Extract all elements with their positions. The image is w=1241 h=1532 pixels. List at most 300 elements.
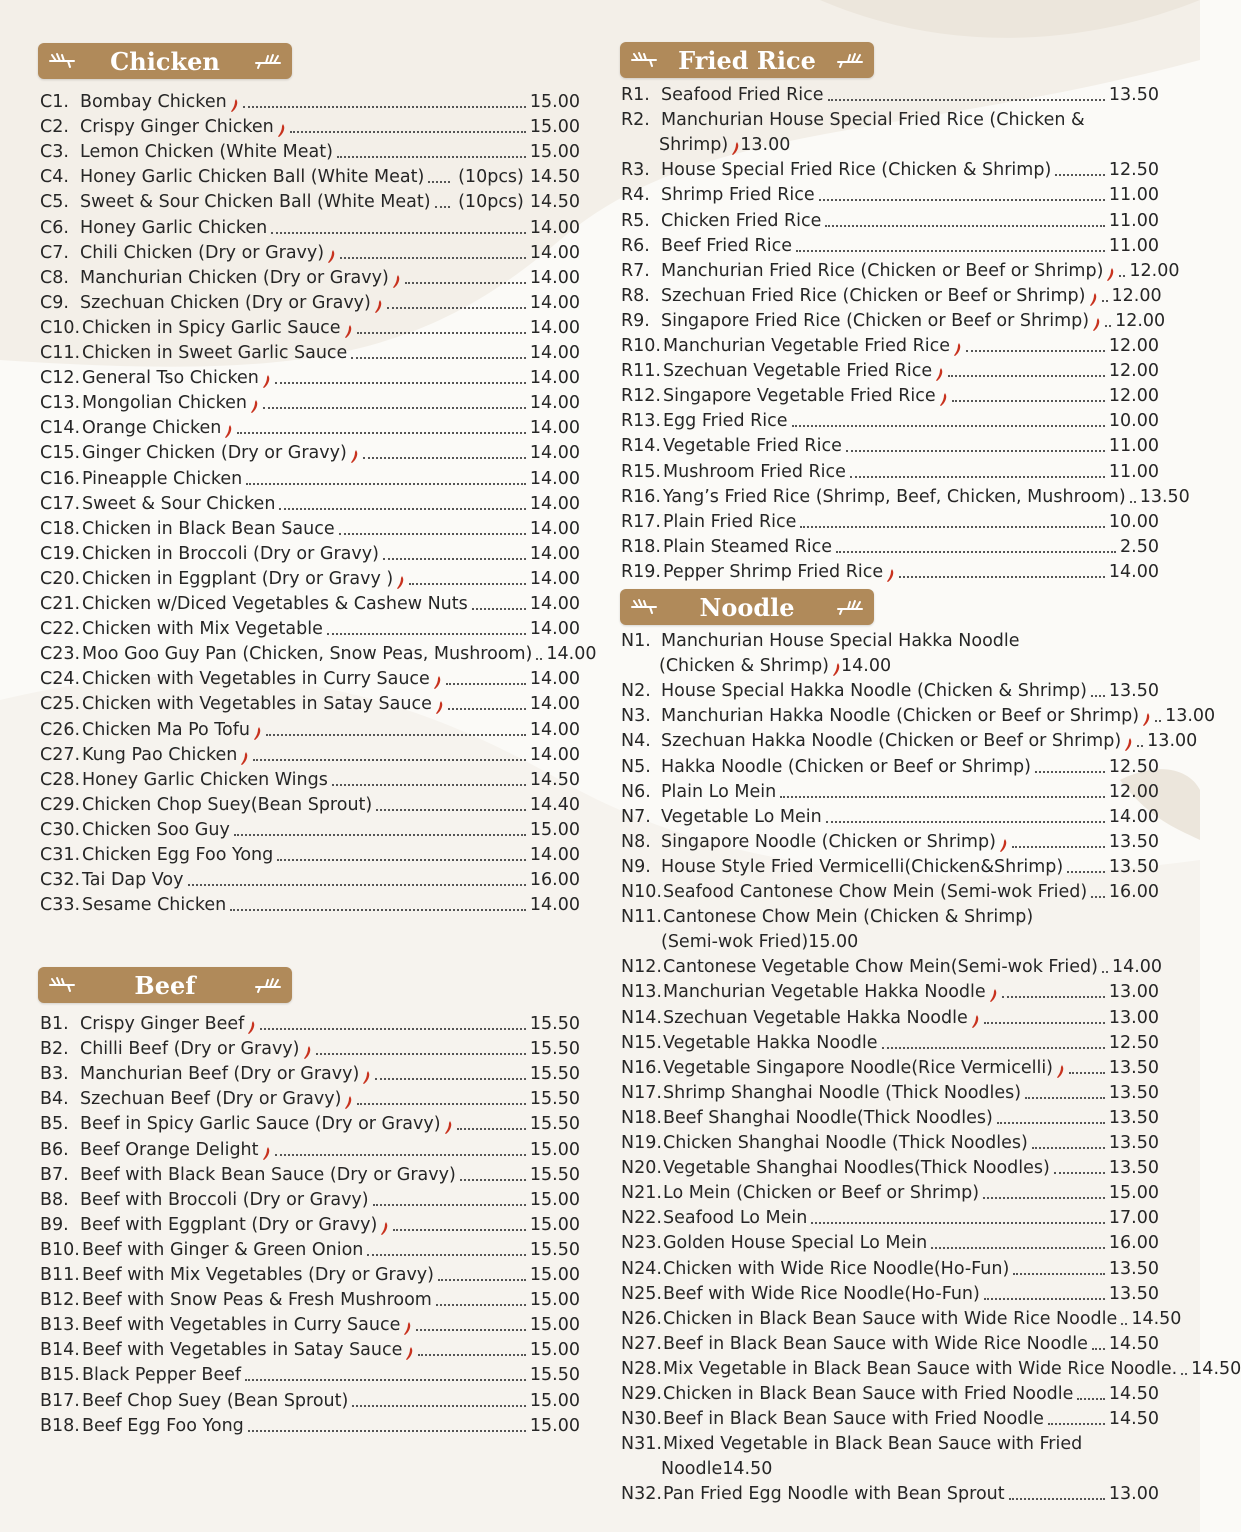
menu-item: [621, 1204, 1159, 1229]
menu-item-name: Beef Egg Foo Yong: [82, 1415, 244, 1436]
dot-leader: [1032, 1147, 1105, 1149]
dot-leader: [357, 332, 526, 334]
menu-item-code: R4.: [621, 185, 650, 206]
menu-item-code: R16.: [621, 486, 661, 507]
menu-item-price: 13.50: [1108, 1082, 1159, 1103]
dot-leader: [340, 257, 526, 259]
chili-pepper-icon: [344, 1095, 353, 1110]
menu-item: [621, 382, 1159, 407]
menu-item-name: Vegetable Singapore Noodle(Rice Vermicelli): [663, 1057, 1054, 1078]
dot-leader: [275, 382, 526, 384]
menu-item-code: R12.: [621, 386, 661, 407]
menu-item-name: Vegetable Hakka Noodle: [663, 1032, 878, 1053]
menu-item-name: Szechuan Fried Rice (Chicken or Beef or Shrimp): [661, 285, 1086, 306]
menu-item-code: N4.: [621, 731, 651, 752]
menu-item-price: 14.00: [529, 343, 580, 363]
menu-item: [621, 432, 1159, 457]
menu-item-name: Sesame Chicken: [82, 895, 227, 916]
menu-item: [621, 1004, 1159, 1029]
menu-item-price: 14.00: [529, 619, 580, 640]
dot-leader: [846, 450, 1105, 452]
menu-item-price: 15.00: [529, 117, 580, 138]
menu-item-name: Chicken Fried Rice: [661, 210, 822, 231]
dot-leader: [375, 1078, 526, 1080]
dot-leader: [1077, 1398, 1104, 1400]
menu-item-price: 12.00: [1108, 781, 1159, 802]
menu-item-name: Seafood Lo Mein: [663, 1208, 808, 1229]
chili-pepper-icon: [1142, 712, 1151, 727]
dot-leader: [800, 526, 1105, 528]
menu-item: [621, 533, 1159, 558]
dot-leader: [327, 633, 526, 635]
dot-leader: [1092, 1348, 1105, 1350]
menu-item-price: 14.00: [529, 292, 580, 313]
menu-item-price: 2.50: [1120, 536, 1159, 557]
menu-item-price: 13.00: [1108, 1007, 1159, 1028]
menu-item-name: Chicken Egg Foo Yong: [82, 845, 274, 865]
menu-item-price: 12.50: [1108, 1032, 1159, 1053]
menu-item-price: 15.00: [529, 142, 580, 163]
menu-item-code: N31.: [621, 1434, 662, 1455]
menu-item-name: Beef with Black Bean Sauce (Dry or Gravy): [80, 1164, 456, 1185]
menu-item-code: C23.: [40, 644, 81, 665]
sprig-right-icon: [252, 975, 282, 995]
menu-item-name: Moo Goo Guy Pan (Chicken, Snow Peas, Mushroom): [82, 644, 533, 665]
dot-leader: [188, 884, 526, 886]
sprig-left-icon: [630, 597, 660, 617]
menu-item-name: Chicken Chop Suey(Bean Sprout): [82, 794, 373, 815]
menu-item-name: Beef in Spicy Garlic Sauce (Dry or Gravy): [80, 1114, 441, 1135]
menu-item: [621, 1255, 1159, 1280]
menu-item-code: N3.: [621, 706, 651, 727]
dot-leader: [383, 558, 526, 560]
menu-item-name: Mix Vegetable in Black Bean Sauce with Wide Rice Noodle.: [663, 1358, 1178, 1379]
dot-leader: [1009, 1498, 1105, 1500]
menu-item: [621, 853, 1159, 878]
menu-item-code: N13.: [621, 982, 662, 1003]
menu-item-price: 14.00: [1108, 806, 1159, 827]
menu-item-name: Cantonese Vegetable Chow Mein(Semi-wok Fried): [663, 957, 1098, 978]
menu-item-code: N27.: [621, 1333, 662, 1354]
sprig-right-icon: [252, 51, 282, 71]
menu-item: [621, 1079, 1159, 1104]
menu-item-code: C28.: [40, 769, 81, 790]
menu-item-code: C4.: [40, 167, 69, 188]
menu-item-price: 13.50: [1108, 1258, 1159, 1279]
menu-item-name: Beef with Eggplant (Dry or Gravy): [80, 1214, 378, 1235]
menu-item-price: 15.00: [529, 1415, 580, 1436]
menu-item: [621, 753, 1159, 778]
menu-item-name: Golden House Special Lo Mein: [663, 1233, 928, 1254]
section-title-noodle: Noodle: [699, 592, 795, 622]
menu-item-name: Beef with Snow Peas & Fresh Mushroom: [82, 1290, 432, 1311]
menu-item: [40, 565, 580, 590]
menu-item: [40, 163, 580, 188]
menu-item-price: 14.00: [529, 518, 580, 539]
menu-item-name: Mushroom Fried Rice: [663, 461, 846, 482]
dot-leader: [448, 708, 526, 710]
menu-item-price: 15.00: [529, 819, 580, 840]
menu-item-code: C29.: [40, 794, 81, 815]
menu-item: [40, 113, 580, 138]
chili-pepper-icon: [374, 299, 383, 314]
menu-item: [40, 841, 580, 866]
menu-item: [40, 264, 580, 289]
menu-item-code: R2.: [621, 110, 650, 131]
menu-item: [40, 540, 580, 565]
menu-item: [40, 1010, 580, 1035]
menu-item: [621, 1380, 1159, 1405]
dot-leader: [850, 476, 1105, 478]
menu-item-name: Bombay Chicken: [80, 92, 227, 112]
menu-item-price: 12.00: [1108, 386, 1159, 407]
menu-item-name: Noodle: [661, 1459, 723, 1480]
menu-item-quantity: (10pcs): [458, 167, 524, 188]
menu-item-price: 15.50: [529, 1089, 580, 1110]
menu-item: [40, 1110, 580, 1135]
menu-item: [40, 1387, 580, 1412]
menu-item-price: 10.00: [1108, 511, 1159, 532]
menu-item-code: C11.: [40, 343, 81, 363]
menu-item-name: Beef Shanghai Noodle(Thick Noodles): [663, 1107, 993, 1128]
menu-item-code: R10.: [621, 336, 661, 356]
menu-item-price: 12.00: [1115, 310, 1166, 331]
dot-leader: [405, 282, 526, 284]
menu-item-price: 13.50: [1108, 1158, 1159, 1179]
menu-item: [621, 828, 1159, 853]
menu-item-code: B7.: [40, 1164, 69, 1185]
menu-item-name: Beef Orange Delight: [80, 1139, 259, 1160]
menu-item-code: R9.: [621, 310, 650, 331]
dot-leader: [1091, 695, 1105, 697]
menu-item-code: C19.: [40, 543, 81, 564]
menu-item-name: Singapore Vegetable Fried Rice: [663, 386, 936, 407]
menu-item-name: Vegetable Fried Rice: [663, 436, 842, 457]
chili-pepper-icon: [832, 662, 841, 677]
chili-pepper-icon: [247, 1020, 256, 1035]
menu-item-price: 14.00: [529, 368, 580, 389]
menu-item: [40, 188, 580, 213]
menu-item-name: Pan Fried Egg Noodle with Bean Sprout: [663, 1484, 1005, 1505]
dot-leader: [457, 1128, 526, 1130]
chili-pepper-icon: [939, 392, 948, 407]
menu-item-name: Hakka Noodle (Chicken or Beef or Shrimp): [661, 756, 1031, 777]
dot-leader: [363, 457, 526, 459]
dot-leader: [260, 1028, 526, 1030]
chili-pepper-icon: [935, 367, 944, 382]
menu-item-name: Chili Chicken (Dry or Gravy): [80, 242, 325, 263]
menu-item: [621, 652, 1159, 677]
menu-item-price: 12.50: [1108, 756, 1159, 777]
menu-item-price: 14.00: [529, 568, 580, 589]
sprig-right-icon: [834, 50, 864, 70]
menu-item: [621, 1154, 1159, 1179]
menu-item: [621, 232, 1159, 257]
dot-leader: [1002, 996, 1105, 998]
dot-leader: [367, 1254, 525, 1256]
menu-item-name: Seafood Fried Rice: [661, 85, 824, 105]
menu-item-code: C24.: [40, 669, 81, 690]
menu-item-price: 15.50: [529, 1164, 580, 1185]
menu-item-price: 14.00: [529, 669, 580, 690]
menu-item-code: N12.: [621, 957, 662, 978]
menu-item-code: C31.: [40, 845, 81, 865]
menu-item-price: 14.00: [529, 845, 580, 865]
menu-item-name: Sweet & Sour Chicken: [82, 493, 276, 514]
menu-item: [621, 928, 1159, 953]
dot-leader: [828, 99, 1105, 101]
menu-item-name: Singapore Noodle (Chicken or Shrimp): [661, 831, 996, 852]
menu-item-name: Black Pepper Beef: [82, 1365, 242, 1386]
dot-leader: [825, 225, 1104, 227]
dot-leader: [290, 131, 526, 133]
menu-item-price: 16.00: [529, 870, 580, 891]
dot-leader: [436, 1304, 526, 1306]
menu-item-price: 12.00: [1108, 336, 1159, 356]
chili-pepper-icon: [971, 1014, 980, 1029]
menu-item-code: N5.: [621, 756, 651, 777]
dot-leader: [1102, 300, 1108, 302]
menu-item-code: B14.: [40, 1340, 80, 1361]
dot-leader: [446, 683, 526, 685]
chili-pepper-icon: [886, 568, 895, 583]
chili-pepper-icon: [250, 399, 259, 414]
menu-item-code: C8.: [40, 267, 69, 288]
chili-pepper-icon: [240, 751, 249, 766]
menu-item: [621, 1455, 1159, 1480]
menu-item-price: 14.50: [1108, 1384, 1159, 1404]
chili-pepper-icon: [253, 726, 262, 741]
menu-item-price: 15.50: [529, 1114, 580, 1135]
dot-leader: [792, 425, 1105, 427]
menu-item: [621, 1480, 1159, 1505]
menu-item-name: Beef in Black Bean Sauce with Fried Noodle: [663, 1409, 1044, 1430]
menu-item: [621, 307, 1166, 332]
dot-leader: [277, 859, 526, 861]
chili-pepper-icon: [1124, 737, 1133, 752]
menu-item-name: Manchurian House Special Hakka Noodle: [661, 631, 1020, 651]
menu-item-price: 13.50: [1139, 486, 1190, 507]
menu-item: [621, 458, 1159, 483]
menu-item-price: 14.00: [529, 242, 580, 263]
menu-item-code: C7.: [40, 242, 69, 263]
menu-item-code: C30.: [40, 819, 81, 840]
menu-item-name: Cantonese Chow Mein (Chicken & Shrimp): [663, 907, 1034, 928]
menu-item-name: Manchurian Vegetable Fried Rice: [663, 336, 950, 356]
menu-item: [621, 903, 1159, 928]
menu-item-name: General Tso Chicken: [82, 368, 259, 389]
menu-item: [40, 1136, 580, 1161]
menu-item-name: Szechuan Chicken (Dry or Gravy): [80, 292, 371, 313]
menu-item-price: 14.00: [529, 493, 580, 514]
menu-item-code: B17.: [40, 1390, 80, 1411]
menu-item-name: Manchurian House Special Fried Rice (Chicken &: [661, 110, 1085, 131]
dot-leader: [387, 307, 526, 309]
menu-item: [621, 1355, 1241, 1380]
menu-item: [40, 1336, 580, 1361]
dot-leader: [1035, 771, 1105, 773]
menu-item-price: 15.00: [1108, 1183, 1159, 1204]
menu-item-code: R19.: [621, 561, 661, 582]
menu-item-code: C12.: [40, 368, 81, 389]
menu-item: [40, 1060, 580, 1085]
menu-item-name: Chicken Soo Guy: [82, 819, 230, 840]
menu-item-code: B18.: [40, 1415, 80, 1436]
menu-item: [40, 314, 580, 339]
dot-leader: [230, 909, 526, 911]
dot-leader: [351, 357, 526, 359]
menu-item-name: Vegetable Lo Mein: [661, 806, 822, 827]
menu-item-price: 10.00: [1108, 411, 1159, 432]
menu-item-name: Sweet & Sour Chicken Ball (White Meat): [80, 192, 431, 213]
menu-item-name: Honey Garlic Chicken Ball (White Meat): [80, 167, 425, 188]
menu-item-name: Manchurian Vegetable Hakka Noodle: [663, 982, 986, 1003]
dot-leader: [984, 1022, 1105, 1024]
menu-item-price: 14.00: [529, 694, 580, 715]
chili-pepper-icon: [224, 424, 233, 439]
chili-pepper-icon: [405, 1346, 414, 1361]
dot-leader: [435, 206, 451, 208]
menu-item-price: 13.50: [1108, 856, 1159, 877]
menu-item-price: 14.50: [1131, 1308, 1182, 1329]
menu-item-name: House Special Hakka Noodle (Chicken & Shrimp): [661, 681, 1087, 702]
menu-item-price: 11.00: [1108, 185, 1159, 206]
menu-item-price: 16.00: [1108, 882, 1159, 902]
menu-item-name: Shrimp Fried Rice: [661, 185, 815, 206]
menu-item: [621, 1330, 1159, 1355]
dot-leader: [409, 583, 526, 585]
menu-item: [40, 716, 580, 741]
menu-item-price: 13.00: [1108, 1484, 1159, 1505]
menu-item: [621, 207, 1159, 232]
dot-leader: [984, 1298, 1105, 1300]
menu-item-price: 14.00: [529, 468, 580, 489]
menu-item-price: 14.00: [529, 895, 580, 916]
menu-item-name: Szechuan Beef (Dry or Gravy): [80, 1089, 342, 1110]
menu-item-name: House Special Fried Rice (Chicken & Shrimp): [661, 160, 1052, 181]
menu-item-code: B12.: [40, 1290, 80, 1311]
menu-item-code: B3.: [40, 1064, 69, 1085]
menu-item: [621, 953, 1163, 978]
dot-leader: [428, 181, 450, 183]
menu-item-name: (Chicken & Shrimp): [659, 656, 830, 677]
menu-item-price: 12.00: [1129, 260, 1180, 281]
menu-item-price: 13.50: [1108, 85, 1159, 105]
menu-item-name: Chilli Beef (Dry or Gravy): [80, 1039, 300, 1060]
menu-item-code: N22.: [621, 1208, 662, 1229]
menu-item: [621, 1179, 1159, 1204]
dot-leader: [246, 483, 526, 485]
menu-item: [40, 214, 580, 239]
menu-item-name: Singapore Fried Rice (Chicken or Beef or Shrimp): [661, 310, 1090, 331]
dot-leader: [826, 821, 1105, 823]
menu-item-price: 14.00: [1111, 957, 1163, 978]
menu-item-quantity: (10pcs): [458, 192, 524, 213]
menu-item: [621, 778, 1159, 803]
dot-leader: [339, 533, 526, 535]
menu-item-code: B15.: [40, 1365, 80, 1386]
menu-item: [621, 1054, 1159, 1079]
menu-item-price: 14.00: [529, 719, 580, 740]
menu-item-price: 12.00: [1111, 285, 1162, 306]
menu-item-code: N24.: [621, 1258, 662, 1279]
menu-item-name: Lo Mein (Chicken or Beef or Shrimp): [663, 1183, 980, 1204]
menu-item: [40, 289, 580, 314]
menu-item: [40, 690, 580, 715]
menu-item-code: B9.: [40, 1214, 69, 1235]
menu-item: [40, 88, 580, 113]
menu-item-price: 13.50: [1108, 831, 1159, 852]
menu-item: [621, 131, 1159, 156]
menu-item-code: C27.: [40, 744, 81, 765]
dot-leader: [1121, 1323, 1127, 1325]
chili-pepper-icon: [262, 374, 271, 389]
chili-pepper-icon: [344, 324, 353, 339]
menu-item-price: 14.00: [546, 644, 597, 665]
menu-item: [621, 81, 1159, 106]
menu-item-code: C15.: [40, 443, 81, 464]
menu-item-price: 13.50: [1108, 1107, 1159, 1128]
dot-leader: [438, 1279, 526, 1281]
menu-item-code: B5.: [40, 1114, 69, 1135]
dot-leader: [332, 784, 526, 786]
chili-pepper-icon: [262, 1146, 271, 1161]
menu-item-code: N10.: [621, 882, 662, 902]
menu-item-price: 17.00: [1108, 1208, 1159, 1229]
menu-item-code: C3.: [40, 142, 69, 163]
menu-item-price: 13.00: [1147, 731, 1198, 752]
menu-item-name: Manchurian Fried Rice (Chicken or Beef or Shrimp): [661, 260, 1104, 281]
chili-pepper-icon: [731, 141, 740, 156]
menu-item: [621, 558, 1159, 583]
menu-item-price: 14.00: [529, 418, 580, 439]
menu-item-price: 16.00: [1108, 1233, 1159, 1254]
menu-item-code: C25.: [40, 694, 81, 715]
menu-item-price: 14.00: [529, 317, 580, 338]
menu-item-code: R18.: [621, 536, 661, 557]
chili-pepper-icon: [1089, 292, 1098, 307]
menu-item-name: Szechuan Vegetable Hakka Noodle: [663, 1007, 968, 1028]
menu-item: [621, 1229, 1159, 1254]
menu-item-price: 15.00: [529, 1139, 580, 1160]
menu-item-code: C1.: [40, 92, 69, 112]
dot-leader: [234, 834, 526, 836]
menu-item-price: 13.00: [1108, 982, 1159, 1003]
menu-item-code: C33.: [40, 895, 81, 916]
chili-pepper-icon: [230, 98, 239, 113]
menu-item-code: N20.: [621, 1158, 662, 1179]
menu-item-name: Honey Garlic Chicken Wings: [82, 769, 328, 790]
menu-item-code: N25.: [621, 1283, 662, 1304]
dot-leader: [796, 250, 1105, 252]
menu-item-name: Chicken Shanghai Noodle (Thick Noodles): [663, 1133, 1028, 1153]
menu-item-name: Manchurian Hakka Noodle (Chicken or Beef or Shrimp): [661, 706, 1140, 727]
menu-item-price: 12.50: [1108, 160, 1159, 181]
menu-item: [40, 1412, 580, 1437]
menu-item-price: 14.00: [529, 393, 580, 414]
menu-item-name: Beef Chop Suey (Bean Sprout): [82, 1390, 349, 1411]
menu-item: [621, 1129, 1159, 1154]
menu-item-code: C20.: [40, 568, 81, 589]
menu-item-name: Beef with Vegetables in Satay Sauce: [82, 1340, 403, 1361]
menu-item-code: C16.: [40, 468, 81, 489]
menu-item-name: Mixed Vegetable in Black Bean Sauce with Fried: [663, 1434, 1083, 1455]
chili-pepper-icon: [277, 123, 286, 138]
menu-item: [40, 414, 580, 439]
sprig-right-icon: [834, 597, 864, 617]
menu-item-code: N28.: [621, 1358, 662, 1379]
menu-item-price: 13.00: [740, 135, 791, 156]
